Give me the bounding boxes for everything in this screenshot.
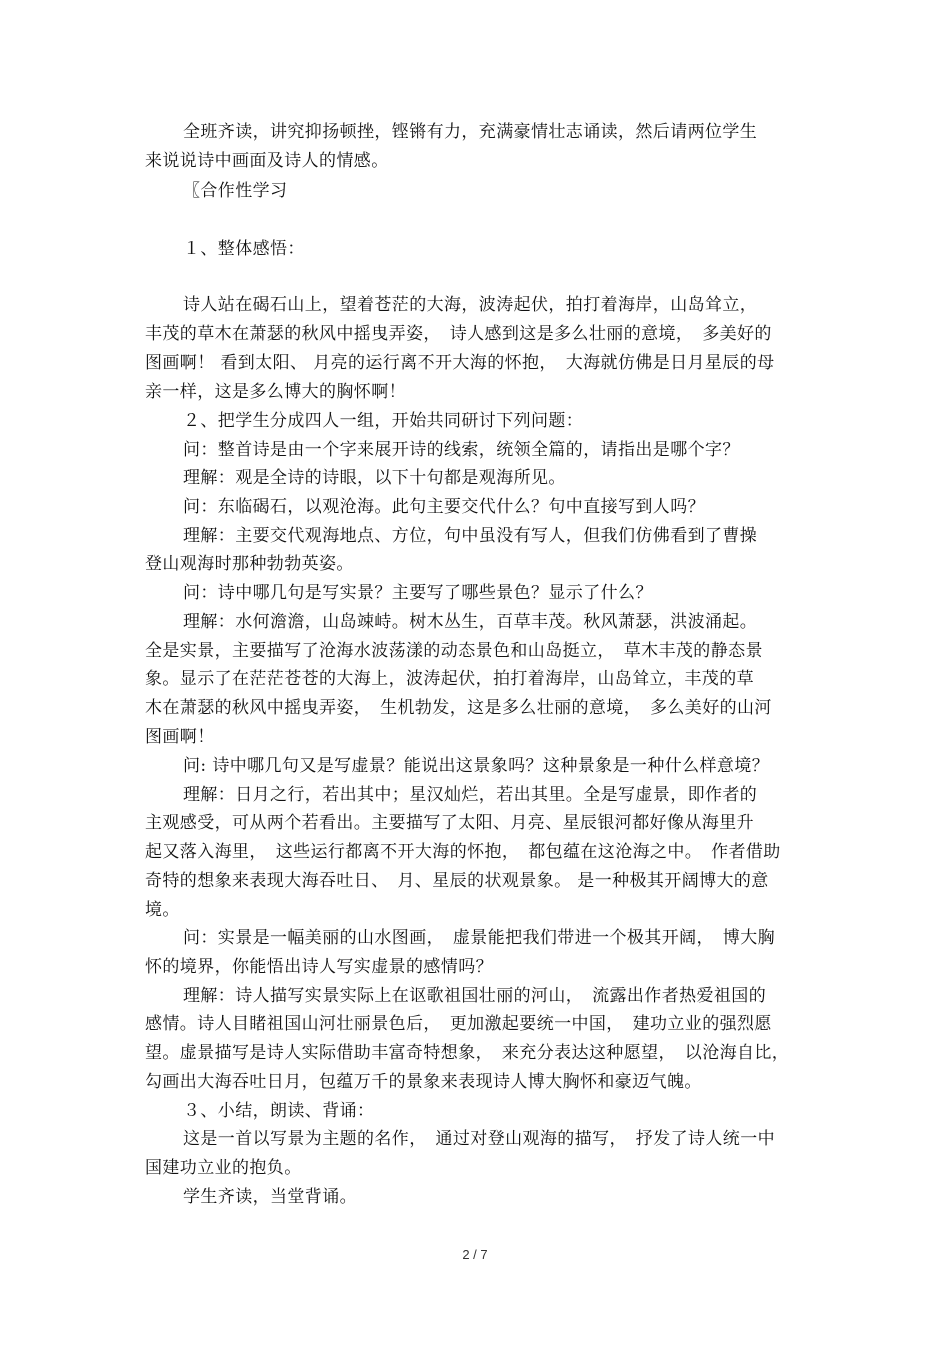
text-line: 感情。诗人目睹祖国山河壮丽景色后， 更加激起要统一中国， 建功立业的强烈愿 <box>145 1014 772 1034</box>
text-line: 境。 <box>145 900 180 920</box>
answer-line: 理解：主要交代观海地点、方位，句中虽没有写人，但我们仿佛看到了曹操 <box>183 526 758 546</box>
text-line: 勾画出大海吞吐日月，包蕴万千的景象来表现诗人博大胸怀和豪迈气魄。 <box>145 1072 702 1092</box>
answer-line: 理解：诗人描写实景实际上在讴歌祖国壮丽的河山， 流露出作者热爱祖国的 <box>183 986 767 1006</box>
question-line: 问：诗中哪几句是写实景？主要写了哪些景色？显示了什么？ <box>183 583 653 603</box>
answer-line: 理解：日月之行，若出其中；星汉灿烂，若出其里。全是写虚景，即作者的 <box>183 785 758 805</box>
question-line: 问: 诗中哪几句又是写虚景？能说出这景象吗？这种景象是一种什么样意境？ <box>183 756 770 776</box>
text-line: 木在萧瑟的秋风中摇曳弄姿， 生机勃发，这是多么壮丽的意境， 多么美好的山河 <box>145 698 772 718</box>
text-line: 全是实景，主要描写了沧海水波荡漾的动态景色和山岛挺立， 草木丰茂的静态景 <box>145 641 763 661</box>
question-line: 问：东临碣石，以观沧海。此句主要交代什么？句中直接写到人吗？ <box>183 497 705 517</box>
question-line: 问：整首诗是由一个字来展开诗的线索，统领全篇的，请指出是哪个字？ <box>183 440 740 460</box>
text-line: 这是一首以写景为主题的名作， 通过对登山观海的描写， 抒发了诗人统一中 <box>183 1129 775 1149</box>
text-line: 起又落入海里， 这些运行都离不开大海的怀抱， 都包蕴在这沧海之中。 作者借助 <box>145 842 781 862</box>
text-line: 登山观海时那种勃勃英姿。 <box>145 554 354 574</box>
text-line: 奇特的想象来表现大海吞吐日、 月、星辰的状观景象。 是一种极其开阔博大的意 <box>145 871 769 891</box>
section-heading: 〖合作性学习 <box>183 181 288 201</box>
answer-line: 理解：水何澹澹，山岛竦峙。树木丛生，百草丰茂。秋风萧瑟，洪波涌起。 <box>183 612 758 632</box>
text-line: 怀的境界，你能悟出诗人写实虚景的感情吗？ <box>145 957 493 977</box>
text-line: 亲一样，这是多么博大的胸怀啊！ <box>145 382 406 402</box>
text-line: 望。虚景描写是诗人实际借助丰富奇特想象， 来充分表达这种愿望， 以沧海自比， <box>145 1043 790 1063</box>
page-number: 2 / 7 <box>462 1247 488 1262</box>
text-line: 来说说诗中画面及诗人的情感。 <box>145 151 389 171</box>
section-heading: １、整体感悟： <box>183 239 305 259</box>
text-line: 丰茂的草木在萧瑟的秋风中摇曳弄姿， 诗人感到这是多么壮丽的意境， 多美好的 <box>145 324 772 344</box>
section-heading: ２、把学生分成四人一组，开始共同研讨下列问题： <box>183 411 584 431</box>
text-line: 全班齐读，讲究抑扬顿挫，铿锵有力，充满豪情壮志诵读，然后请两位学生 <box>183 122 758 142</box>
text-line: 主观感受，可从两个若看出。主要描写了太阳、月亮、星辰银河都好像从海里升 <box>145 813 754 833</box>
text-line: 图画啊！ 看到太阳、 月亮的运行离不开大海的怀抱， 大海就仿佛是日月星辰的母 <box>145 353 775 373</box>
text-line: 诗人站在碣石山上，望着苍茫的大海，波涛起伏，拍打着海岸，山岛耸立， <box>183 295 758 315</box>
text-line: 图画啊！ <box>145 727 215 747</box>
section-heading: ３、小结，朗读、背诵： <box>183 1101 375 1121</box>
text-line: 国建功立业的抱负。 <box>145 1158 302 1178</box>
question-line: 问：实景是一幅美丽的山水图画， 虚景能把我们带进一个极其开阔， 博大胸 <box>183 928 775 948</box>
answer-line: 理解：观是全诗的诗眼，以下十句都是观海所见。 <box>183 468 566 488</box>
text-line: 学生齐读，当堂背诵。 <box>183 1187 357 1207</box>
text-line: 象。显示了在茫茫苍苍的大海上，波涛起伏，拍打着海岸，山岛耸立，丰茂的草 <box>145 669 754 689</box>
